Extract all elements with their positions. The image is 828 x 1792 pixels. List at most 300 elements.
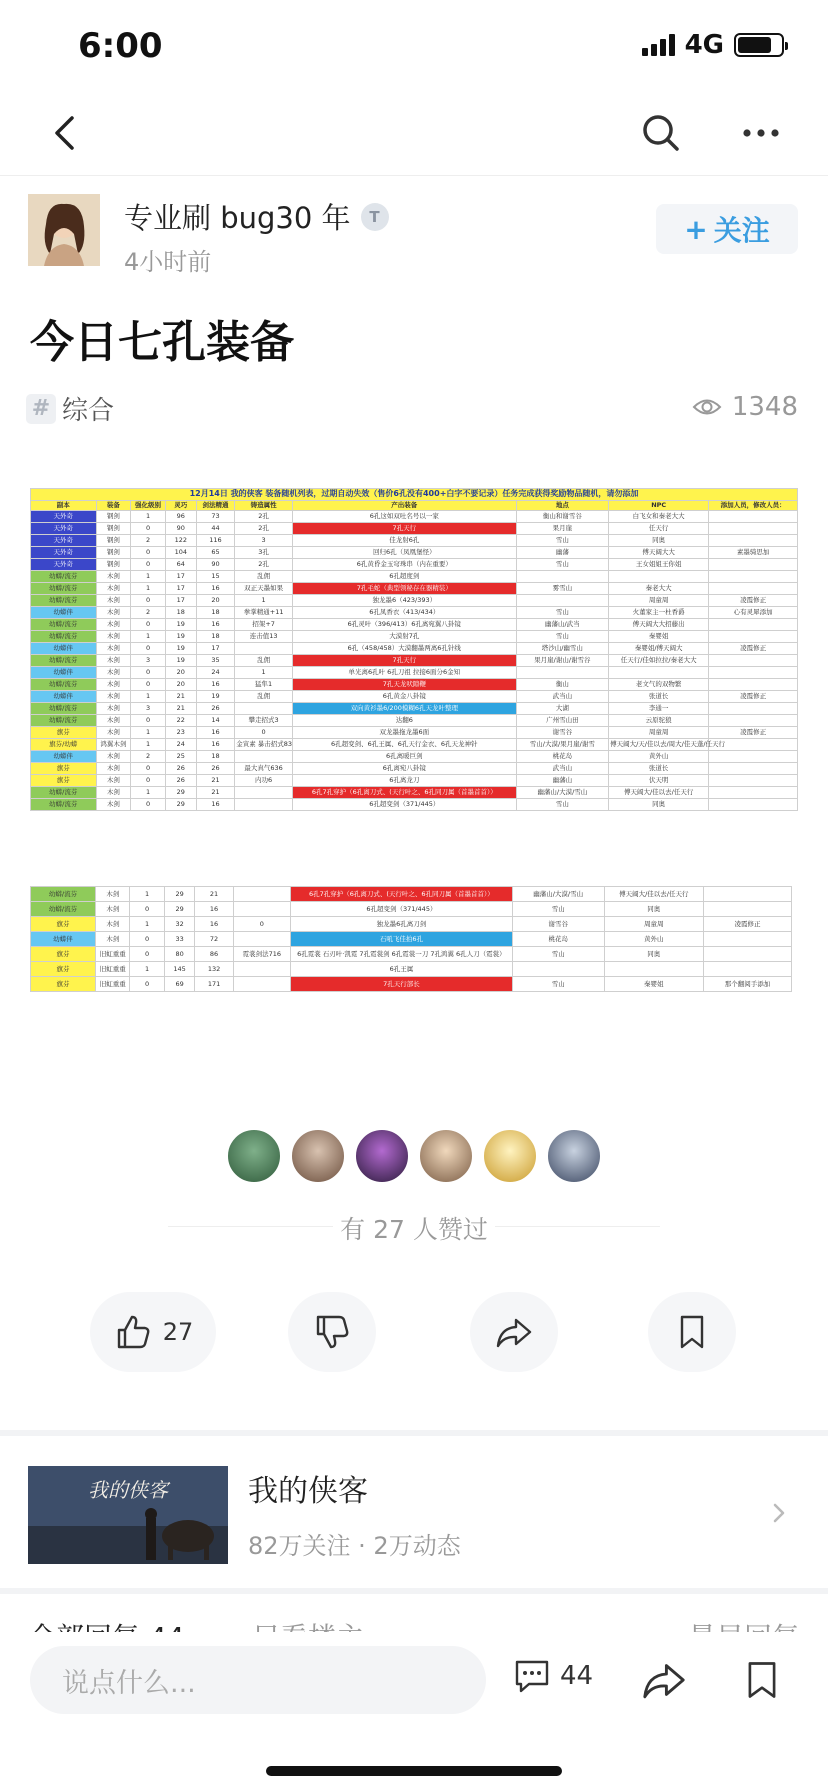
sheet-cell: 木剑 bbox=[96, 917, 130, 932]
comments-button[interactable] bbox=[512, 1656, 593, 1696]
like-count: 27 bbox=[162, 1318, 194, 1346]
sheet-cell: 18 bbox=[196, 631, 235, 643]
sheet-cell: 木剑 bbox=[96, 787, 131, 799]
sheet-cell: 7孔天行 bbox=[293, 523, 517, 535]
sheet-cell: 傅天阔大/天/佳以去/周大/佳天蓬/任天行 bbox=[609, 739, 709, 751]
table-row bbox=[31, 643, 798, 655]
sheet-header-cell: 副本 bbox=[31, 501, 97, 511]
sheet-cell: 33 bbox=[164, 932, 195, 947]
sheet-cell bbox=[709, 703, 798, 715]
sheet-cell: 木剑 bbox=[96, 763, 131, 775]
sheet-cell: 木剑 bbox=[96, 583, 131, 595]
sheet-cell: 2 bbox=[131, 535, 166, 547]
search-icon[interactable] bbox=[636, 108, 686, 158]
sheet-cell: 连击值13 bbox=[235, 631, 293, 643]
sheet-cell: 21 bbox=[196, 787, 235, 799]
sheet-cell: 拳掌精通+11 bbox=[235, 607, 293, 619]
sheet-cell: 凌霞修正 bbox=[709, 643, 798, 655]
sheet-cell: 25 bbox=[165, 751, 196, 763]
sheet-cell bbox=[709, 655, 798, 667]
sheet-cell: 木剑 bbox=[96, 595, 131, 607]
sheet-cell: 19 bbox=[165, 655, 196, 667]
sheet-cell: 雪山 bbox=[516, 607, 609, 619]
sheet-cell: 1 bbox=[131, 691, 166, 703]
sheet-cell: 雾雪山 bbox=[516, 583, 609, 595]
spreadsheet-table bbox=[30, 886, 792, 992]
sheet-cell: 木剑 bbox=[96, 703, 131, 715]
sheet-cell: 秦婴姐 bbox=[609, 631, 709, 643]
sheet-cell: 独龙墨6孔离刀剑 bbox=[290, 917, 512, 932]
signal-icon bbox=[642, 34, 675, 56]
sheet-cell: 果月崖 bbox=[516, 523, 609, 535]
sheet-cell: 21 bbox=[165, 703, 196, 715]
sheet-cell: 木剑 bbox=[96, 643, 131, 655]
sheet-cell: 佳龙射6孔 bbox=[293, 535, 517, 547]
sheet-cell: 旗芬 bbox=[31, 947, 96, 962]
sheet-cell: 幽藩 bbox=[516, 547, 609, 559]
sheet-cell: 幼蟒伴 bbox=[31, 932, 96, 947]
sheet-cell: 18 bbox=[165, 607, 196, 619]
sheet-cell: 0 bbox=[131, 595, 166, 607]
sheet-cell: 0 bbox=[131, 763, 166, 775]
sheet-cell: 104 bbox=[165, 547, 196, 559]
game-community-card[interactable] bbox=[28, 1466, 800, 1564]
table-row bbox=[31, 887, 792, 902]
sheet-cell: 木剑 bbox=[96, 727, 131, 739]
sheet-cell: 猛隼1 bbox=[235, 679, 293, 691]
sheet-cell: 6孔离宛八卦镜 bbox=[293, 763, 517, 775]
sheet-cell: 双龙墨拖龙墨6面 bbox=[293, 727, 517, 739]
sheet-cell: 木剑 bbox=[96, 679, 131, 691]
sheet-cell: 木剑 bbox=[96, 655, 131, 667]
sheet-cell: 素墨骑思加 bbox=[709, 547, 798, 559]
bookmark-icon[interactable] bbox=[740, 1656, 784, 1704]
liked-by-count[interactable]: 有 27 人赞过 bbox=[0, 1210, 828, 1246]
sheet-cell: 16 bbox=[195, 902, 233, 917]
avatar[interactable] bbox=[482, 1128, 538, 1184]
sheet-cell: 145 bbox=[164, 962, 195, 977]
sheet-cell: 21 bbox=[165, 691, 196, 703]
sheet-cell: 1 bbox=[235, 667, 293, 679]
sheet-cell: 16 bbox=[196, 679, 235, 691]
sheet-cell: 独龙墨6（423/393） bbox=[293, 595, 517, 607]
table-row bbox=[31, 715, 798, 727]
sheet-cell: 7孔天龙吠隙鞭 bbox=[293, 679, 517, 691]
sheet-cell: 6孔霓裳 石刃叶·凯霓 7孔霓裳剑 6孔霓裳一刀 7孔鸿翼 6孔人刀（霓裳） bbox=[290, 947, 512, 962]
table-row bbox=[31, 679, 798, 691]
table-row bbox=[31, 511, 798, 523]
avatar[interactable] bbox=[290, 1128, 346, 1184]
dislike-button[interactable] bbox=[288, 1292, 376, 1372]
sheet-cell: 0 bbox=[131, 523, 166, 535]
spreadsheet-table bbox=[30, 488, 798, 811]
sheet-cell: 旧虹重重 bbox=[96, 962, 130, 977]
sheet-cell: 钢剑 bbox=[96, 523, 131, 535]
sheet-cell: 乱佣 bbox=[235, 571, 293, 583]
sheet-cell bbox=[709, 667, 798, 679]
table-row bbox=[31, 917, 792, 932]
sheet-cell: 火董家主一杜香爵 bbox=[609, 607, 709, 619]
sheet-cell: 木剑 bbox=[96, 715, 131, 727]
sheet-cell: 石吼飞佳拍6孔 bbox=[290, 932, 512, 947]
sheet-cell: 王女姐姐王你姐 bbox=[609, 559, 709, 571]
thumbs-up-icon bbox=[113, 1312, 153, 1352]
sheet-cell: 老文气的双物繁 bbox=[609, 679, 709, 691]
sheet-cell bbox=[709, 751, 798, 763]
sheet-cell: 幼蟒/流芬 bbox=[31, 902, 96, 917]
post-image-spreadsheet-2[interactable] bbox=[30, 886, 792, 998]
status-bar bbox=[0, 0, 828, 90]
sheet-cell: 木剑 bbox=[96, 571, 131, 583]
sheet-cell bbox=[704, 947, 792, 962]
sheet-cell: 6孔超度剑 bbox=[293, 571, 517, 583]
sheet-cell: 7孔天行部长 bbox=[290, 977, 512, 992]
view-count bbox=[692, 392, 798, 422]
game-name[interactable]: 我的侠客 bbox=[248, 1474, 368, 1509]
sheet-cell: 35 bbox=[196, 655, 235, 667]
sheet-cell: 6孔7孔穿护（6孔离刀式、(天行叶之、6孔同刀属（首墨首首）） bbox=[293, 787, 517, 799]
comment-count: 44 bbox=[560, 1661, 594, 1691]
sheet-cell: 幼蟒/流芬 bbox=[31, 787, 97, 799]
sheet-cell: 29 bbox=[164, 902, 195, 917]
sheet-header-cell: 产出装备 bbox=[293, 501, 517, 511]
sheet-cell: 幼蟒/流芬 bbox=[31, 583, 97, 595]
sheet-cell bbox=[704, 887, 792, 902]
sheet-cell: 0 bbox=[131, 679, 166, 691]
sheet-cell: 22 bbox=[165, 715, 196, 727]
sheet-cell: 黄外山 bbox=[609, 751, 709, 763]
author-name[interactable] bbox=[124, 196, 389, 237]
sheet-cell: 19 bbox=[165, 643, 196, 655]
sheet-cell: 21 bbox=[196, 775, 235, 787]
sheet-cell: 伏天明 bbox=[609, 775, 709, 787]
sheet-cell: 旗芬/幼蟒 bbox=[31, 739, 97, 751]
sheet-cell: 幼蟒伴 bbox=[31, 751, 97, 763]
sheet-cell: 同奥 bbox=[604, 947, 703, 962]
divider bbox=[0, 1588, 828, 1594]
sheet-cell: 秦婴姐 bbox=[604, 977, 703, 992]
sheet-cell: 73 bbox=[196, 511, 235, 523]
table-row bbox=[31, 523, 798, 535]
sheet-cell bbox=[235, 703, 293, 715]
sheet-cell: 6孔凤香衣（413/434） bbox=[293, 607, 517, 619]
sheet-cell: 90 bbox=[165, 523, 196, 535]
comment-input[interactable]: 说点什么... bbox=[30, 1646, 486, 1714]
sheet-cell bbox=[604, 962, 703, 977]
sheet-cell: 木剑 bbox=[96, 691, 131, 703]
sheet-cell: 攀走招式3 bbox=[235, 715, 293, 727]
sheet-cell: 86 bbox=[195, 947, 233, 962]
sheet-cell: 20 bbox=[165, 679, 196, 691]
sheet-cell bbox=[233, 902, 290, 917]
topic-tag-label[interactable]: 综合 bbox=[62, 396, 115, 426]
sheet-cell: 1 bbox=[131, 787, 166, 799]
sheet-cell: 乱佣 bbox=[235, 655, 293, 667]
sheet-cell: 29 bbox=[165, 799, 196, 811]
sheet-cell: 19 bbox=[165, 619, 196, 631]
bookmark-button[interactable] bbox=[648, 1292, 736, 1372]
sheet-cell: 任天行 bbox=[609, 523, 709, 535]
sheet-cell: 白飞女和秦老大大 bbox=[609, 511, 709, 523]
avatar[interactable] bbox=[226, 1128, 282, 1184]
sheet-cell: 衡山 bbox=[516, 679, 609, 691]
sheet-cell: 0 bbox=[131, 775, 166, 787]
sheet-cell: 武当山 bbox=[516, 763, 609, 775]
sheet-cell: 黄外山 bbox=[604, 932, 703, 947]
sheet-cell: 69 bbox=[164, 977, 195, 992]
sheet-cell: 雪山 bbox=[516, 559, 609, 571]
sheet-cell: 0 bbox=[131, 559, 166, 571]
sheet-cell: 6孔超变剑（371/445） bbox=[290, 902, 512, 917]
sheet-cell: 6孔离龙刀 bbox=[293, 775, 517, 787]
liker-avatars[interactable] bbox=[0, 1128, 828, 1184]
bookmark-icon bbox=[672, 1312, 712, 1352]
post-image-spreadsheet[interactable] bbox=[30, 488, 798, 824]
sheet-cell bbox=[235, 799, 293, 811]
sheet-cell: 木剑 bbox=[96, 631, 131, 643]
sheet-cell: 旗芬 bbox=[31, 977, 96, 992]
sheet-cell: 幼蟒/流芬 bbox=[31, 655, 97, 667]
sheet-cell: 天外奇 bbox=[31, 559, 97, 571]
sheet-cell bbox=[235, 751, 293, 763]
sheet-cell: 17 bbox=[196, 643, 235, 655]
table-row bbox=[31, 947, 792, 962]
sheet-cell: 16 bbox=[196, 583, 235, 595]
sheet-cell: 鸿翼木剑 bbox=[96, 739, 131, 751]
battery-icon bbox=[734, 33, 784, 57]
sheet-cell: 幽藩山/武当 bbox=[516, 619, 609, 631]
post-time: 4小时前 bbox=[124, 248, 212, 276]
sheet-cell: 旗芬 bbox=[31, 775, 97, 787]
sheet-cell: 16 bbox=[196, 727, 235, 739]
sheet-cell: 幼蟒/流芬 bbox=[31, 887, 96, 902]
sheet-cell: 雪山/大漠/果月崖/谢雪 bbox=[516, 739, 609, 751]
sheet-cell: 23 bbox=[165, 727, 196, 739]
sheet-cell: 24 bbox=[196, 667, 235, 679]
table-row bbox=[31, 619, 798, 631]
sheet-cell: 16 bbox=[196, 799, 235, 811]
sheet-cell bbox=[233, 977, 290, 992]
sheet-header-cell: 添加人员，修改人员： bbox=[709, 501, 798, 511]
table-row bbox=[31, 932, 792, 947]
home-indicator bbox=[266, 1766, 562, 1776]
sheet-cell: 雪山 bbox=[512, 977, 604, 992]
sheet-cell: 幼蟒伴 bbox=[31, 643, 97, 655]
sheet-cell: 29 bbox=[164, 887, 195, 902]
sheet-cell: 幼蟒/流芬 bbox=[31, 595, 97, 607]
sheet-cell: 招架+7 bbox=[235, 619, 293, 631]
table-row bbox=[31, 751, 798, 763]
sheet-cell: 幼蟒伴 bbox=[31, 691, 97, 703]
like-button[interactable] bbox=[90, 1292, 216, 1372]
sheet-cell: 凌霞修正 bbox=[704, 917, 792, 932]
sheet-cell: 171 bbox=[195, 977, 233, 992]
sheet-cell: 广州雪山田 bbox=[516, 715, 609, 727]
sheet-cell: 旗芬 bbox=[31, 917, 96, 932]
sheet-cell: 傅天阔大大招藤出 bbox=[609, 619, 709, 631]
sheet-cell: 衡山和谢雪谷 bbox=[516, 511, 609, 523]
sheet-cell: 天外奇 bbox=[31, 523, 97, 535]
sheet-header-cell: 铸造属性 bbox=[235, 501, 293, 511]
sheet-cell: 霓裳剑法716 bbox=[233, 947, 290, 962]
sheet-cell: 6孔离暖巨剑 bbox=[293, 751, 517, 763]
sheet-cell bbox=[516, 571, 609, 583]
avatar[interactable] bbox=[354, 1128, 410, 1184]
author-name-text[interactable]: 专业刷 bug30 年 bbox=[124, 201, 351, 235]
sheet-cell: 1 bbox=[131, 631, 166, 643]
status-icons bbox=[642, 30, 784, 60]
thumbs-down-icon bbox=[312, 1312, 352, 1352]
sheet-cell bbox=[709, 583, 798, 595]
sheet-cell: 6孔（458/458）大漠翻墨两离6孔针线 bbox=[293, 643, 517, 655]
chevron-left-icon[interactable] bbox=[40, 108, 90, 158]
sheet-cell: 15 bbox=[196, 571, 235, 583]
sheet-cell: 18 bbox=[196, 607, 235, 619]
sheet-cell: 19 bbox=[196, 691, 235, 703]
table-row bbox=[31, 739, 798, 751]
sheet-cell: 3孔 bbox=[235, 547, 293, 559]
game-thumbnail[interactable] bbox=[28, 1466, 228, 1564]
hashtag-icon: # bbox=[26, 394, 56, 424]
table-row bbox=[31, 655, 798, 667]
table-row bbox=[31, 559, 798, 571]
sheet-cell: 幼蟒/流芬 bbox=[31, 679, 97, 691]
sheet-cell: 20 bbox=[196, 595, 235, 607]
sheet-cell: 周童周 bbox=[609, 595, 709, 607]
sheet-cell: 1 bbox=[131, 511, 166, 523]
sheet-cell: 26 bbox=[165, 763, 196, 775]
sheet-cell: 张道长 bbox=[609, 691, 709, 703]
sheet-cell bbox=[709, 619, 798, 631]
sheet-cell bbox=[704, 902, 792, 917]
share-icon[interactable] bbox=[640, 1656, 688, 1704]
sheet-cell: 同奥 bbox=[604, 902, 703, 917]
sheet-cell: 乱佣 bbox=[235, 691, 293, 703]
sheet-cell bbox=[709, 799, 798, 811]
sheet-cell bbox=[516, 667, 609, 679]
sheet-cell: 21 bbox=[195, 887, 233, 902]
sheet-cell: 傅天阔大大 bbox=[609, 547, 709, 559]
sheet-cell: 凌霞修正 bbox=[709, 691, 798, 703]
sheet-cell bbox=[709, 511, 798, 523]
sheet-cell: 同奥 bbox=[609, 535, 709, 547]
comment-icon bbox=[512, 1656, 552, 1696]
sheet-cell: 雪山 bbox=[512, 947, 604, 962]
table-row bbox=[31, 962, 792, 977]
sheet-cell: 24 bbox=[165, 739, 196, 751]
table-row bbox=[31, 763, 798, 775]
sheet-cell: 旗芬 bbox=[31, 962, 96, 977]
sheet-cell: 钢剑 bbox=[96, 511, 131, 523]
sheet-cell: 116 bbox=[196, 535, 235, 547]
sheet-header-cell: 地点 bbox=[516, 501, 609, 511]
avatar[interactable] bbox=[28, 194, 100, 266]
sheet-cell: 那个翻阅手添加 bbox=[704, 977, 792, 992]
sheet-cell: 2孔 bbox=[235, 559, 293, 571]
sheet-cell: 傅天阔大/佳以去/任天行 bbox=[609, 787, 709, 799]
more-dots-icon[interactable] bbox=[736, 108, 786, 158]
sheet-cell bbox=[512, 962, 604, 977]
sheet-cell: 幽藩山/大漠/雪山 bbox=[512, 887, 604, 902]
sheet-cell bbox=[235, 787, 293, 799]
table-row bbox=[31, 571, 798, 583]
sheet-cell: 6孔黄金八卦镜 bbox=[293, 691, 517, 703]
table-row bbox=[31, 595, 798, 607]
topic-tag[interactable] bbox=[26, 390, 114, 427]
sheet-cell: 0 bbox=[131, 715, 166, 727]
sheet-cell: 钢剑 bbox=[96, 547, 131, 559]
sheet-cell: 6孔这如双吐名号以一家 bbox=[293, 511, 517, 523]
table-row bbox=[31, 607, 798, 619]
sheet-cell: 桃花岛 bbox=[512, 932, 604, 947]
table-row bbox=[31, 787, 798, 799]
sheet-cell: 17 bbox=[165, 571, 196, 583]
sheet-cell: 26 bbox=[165, 775, 196, 787]
sheet-cell: 7孔毛蛇（典型领秘存在器精装） bbox=[293, 583, 517, 595]
game-stats: 82万关注 · 2万动态 bbox=[248, 1532, 461, 1560]
sheet-cell: 29 bbox=[165, 787, 196, 799]
sheet-cell bbox=[233, 932, 290, 947]
sheet-cell: 44 bbox=[196, 523, 235, 535]
network-label: 4G bbox=[684, 30, 724, 60]
share-button[interactable] bbox=[470, 1292, 558, 1372]
avatar[interactable] bbox=[418, 1128, 474, 1184]
sheet-cell bbox=[609, 667, 709, 679]
avatar[interactable] bbox=[546, 1128, 602, 1184]
sheet-cell bbox=[709, 715, 798, 727]
sheet-cell: 谢雪谷 bbox=[512, 917, 604, 932]
sheet-cell: 双正天墨如果 bbox=[235, 583, 293, 595]
sheet-cell: 周童周 bbox=[604, 917, 703, 932]
sheet-cell: 0 bbox=[131, 547, 166, 559]
sheet-cell: 0 bbox=[130, 902, 164, 917]
sheet-cell: 幼蟒伴 bbox=[31, 607, 97, 619]
sheet-cell: 最大真气636 bbox=[235, 763, 293, 775]
table-row bbox=[31, 631, 798, 643]
sheet-cell: 14 bbox=[196, 715, 235, 727]
sheet-cell: 90 bbox=[196, 559, 235, 571]
game-thumb-title: 我的侠客 bbox=[88, 1478, 168, 1502]
divider bbox=[0, 1430, 828, 1436]
sheet-cell: 80 bbox=[164, 947, 195, 962]
sheet-cell bbox=[609, 571, 709, 583]
sheet-cell: 钢剑 bbox=[96, 535, 131, 547]
sheet-cell: 雪山 bbox=[516, 799, 609, 811]
sheet-cell: 16 bbox=[196, 619, 235, 631]
follow-button[interactable] bbox=[656, 204, 798, 254]
sheet-cell: 单光离6孔叶 6孔刀祖 拉接6面分6金知 bbox=[293, 667, 517, 679]
sheet-cell: 17 bbox=[165, 595, 196, 607]
table-row bbox=[31, 547, 798, 559]
sheet-cell: 云原驼狼 bbox=[609, 715, 709, 727]
table-row bbox=[31, 535, 798, 547]
sheet-cell: 武当山 bbox=[516, 691, 609, 703]
sheet-cell: 19 bbox=[165, 631, 196, 643]
sheet-cell: 96 bbox=[165, 511, 196, 523]
sheet-cell: 桃花岛 bbox=[516, 751, 609, 763]
sheet-cell: 16 bbox=[195, 917, 233, 932]
sheet-cell: 钢剑 bbox=[96, 559, 131, 571]
sheet-cell: 0 bbox=[131, 667, 166, 679]
chevron-right-icon[interactable] bbox=[764, 1498, 794, 1528]
sheet-header-cell: 剑法精通 bbox=[196, 501, 235, 511]
sheet-header-cell: 装备 bbox=[96, 501, 131, 511]
sheet-cell: 金寅素 暴击招式83 bbox=[235, 739, 293, 751]
author-row bbox=[0, 190, 828, 280]
sheet-title: 12月14日 我的侠客 装备随机列表，过期自动失效（售价6孔没有400+白字不要记录）任务完成获得奖励物品随机，请勿添加 bbox=[31, 489, 798, 501]
sheet-cell: 任天行/佳如拉拉/秦老大大 bbox=[609, 655, 709, 667]
sheet-cell: 内功6 bbox=[235, 775, 293, 787]
